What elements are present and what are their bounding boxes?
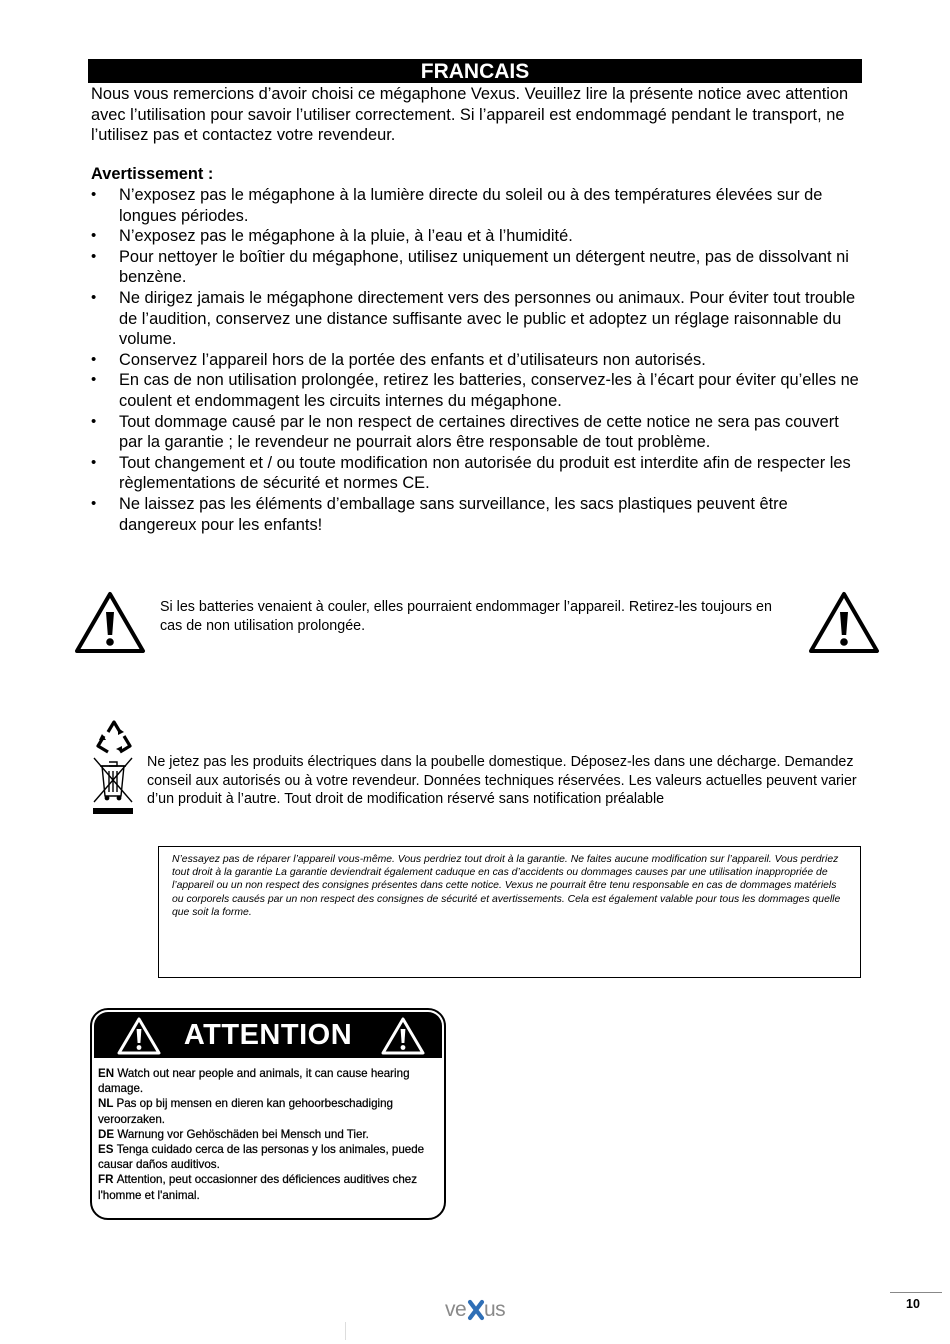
svg-text:us: us: [484, 1298, 506, 1321]
language-code: FR: [98, 1173, 114, 1187]
attention-message: Tenga cuidado cerca de las personas y los animales, puede causar daños auditivos.: [98, 1143, 425, 1172]
intro-paragraph: Nous vous remercions d’avoir choisi ce mégaphone Vexus. Veuillez lire la présente notice avec attention avec l’utilisation pour savoir l’utiliser correctement. Si l’appareil est endommagé pendant le transport, ne l’utilisez pas et contactez votre revendeur.: [91, 85, 849, 144]
attention-title: ATTENTION: [183, 1019, 353, 1051]
attention-message: Pas op bij mensen en dieren kan gehoorbeschadiging veroorzaken.: [98, 1097, 393, 1126]
attention-message: Warnung vor Gehöschäden bei Mensch und Tier.: [117, 1127, 369, 1141]
warning-item: • Ne dirigez jamais le mégaphone directement vers des personnes ou animaux. Pour éviter tout trouble de l’audition, conservez une distance suffisante avec le public et adoptez un réglage raisonnable du volume.: [91, 288, 861, 350]
warning-item: • Tout dommage causé par le non respect de certaines directives de cette notice ne sera pas couvert par la garantie ; le revendeur ne pourrait alors être responsable de tout problème.: [91, 412, 861, 453]
attention-message: Attention, peut occasionner des déficiences auditives chez l'homme et l'animal.: [98, 1173, 418, 1202]
vexus-logo: [443, 1296, 533, 1324]
page-number: 10: [906, 1297, 920, 1311]
battery-warning-note: Si les batteries venaient à couler, elles pourraient endommager l’appareil. Retirez-les toujours en cas de non utilisation prolongée.: [160, 599, 772, 634]
attention-header: [94, 1012, 442, 1058]
warning-triangle-icon: [74, 590, 146, 654]
recycle-icon: [94, 718, 134, 756]
crossed-bin-icon: [90, 752, 136, 818]
disclaimer-box: [158, 846, 861, 978]
svg-text:ve: ve: [445, 1298, 467, 1321]
page-number-rule: [890, 1292, 942, 1293]
attention-line: [98, 1127, 438, 1142]
warning-item: • En cas de non utilisation prolongée, retirez les batteries, conservez-les à l’écart pour éviter qu’elles ne coulent et endommagent les circuits internes du mégaphone.: [91, 370, 861, 411]
attention-sign: [90, 1008, 446, 1220]
attention-line: [98, 1066, 438, 1096]
warning-item: • N’exposez pas le mégaphone à la pluie, à l’eau et à l’humidité.: [91, 226, 861, 247]
warning-item: • Ne laissez pas les éléments d’emballage sans surveillance, les sacs plastiques peuvent être dangereux pour les enfants!: [91, 494, 861, 535]
section-title: FRANCAIS: [420, 60, 530, 83]
warning-item: • N’exposez pas le mégaphone à la lumière directe du soleil ou à des températures élevées sur de longues périodes.: [91, 185, 861, 226]
disclaimer-text: N’essayez pas de réparer l’appareil vous-même. Vous perdriez tout droit à la garantie. Ne faites aucune modification sur l’appareil. Vous perdriez tout droit à la garantie La garantie deviendrait également caduque en cas d’accidents ou dommages causes par une utilisation inappropriée de l’appareil ou un non respect des consignes présentes dans cette notice. Vexus ne pourrait être tenu responsable en cas de dommages matériels ou corporels causés par un non respect des consignes de sécurité et avertissements. Cela est également valable pour tous les dommages quelle que soit la forme.: [172, 854, 841, 918]
attention-message: Watch out near people and animals, it can cause hearing damage.: [98, 1067, 410, 1096]
language-code: ES: [98, 1143, 114, 1157]
language-code: NL: [98, 1097, 114, 1111]
warning-item: • Tout changement et / ou toute modification non autorisée du produit est interdite afin de respecter les règlementations de sécurité et normes CE.: [91, 453, 861, 494]
attention-line: [98, 1142, 438, 1172]
disposal-note: Ne jetez pas les produits électriques dans la poubelle domestique. Déposez-les dans une décharge. Demandez conseil aux autorisés ou à votre revendeur. Données techniques réservées. Les valeurs actuelles peuvent varier d’un produit à l’autre. Tout droit de modification réservé sans notification préalable: [147, 754, 857, 807]
warning-item: • Pour nettoyer le boîtier du mégaphone, utilisez uniquement un détergent neutre, pas de dissolvant ni benzène.: [91, 247, 861, 288]
warning-triangle-icon: [808, 590, 880, 654]
section-header: [88, 59, 862, 83]
attention-line: [98, 1172, 438, 1202]
attention-line: [98, 1096, 438, 1126]
footer-mark: [345, 1322, 346, 1340]
warnings-list: [91, 185, 861, 535]
warning-item: • Conservez l’appareil hors de la portée des enfants et d’utilisateurs non autorisés.: [91, 350, 861, 371]
warning-triangle-icon: [380, 1016, 426, 1056]
language-code: EN: [98, 1067, 115, 1080]
warnings-heading: Avertissement :: [91, 165, 214, 183]
attention-messages: [92, 1058, 444, 1203]
language-code: DE: [98, 1127, 115, 1141]
